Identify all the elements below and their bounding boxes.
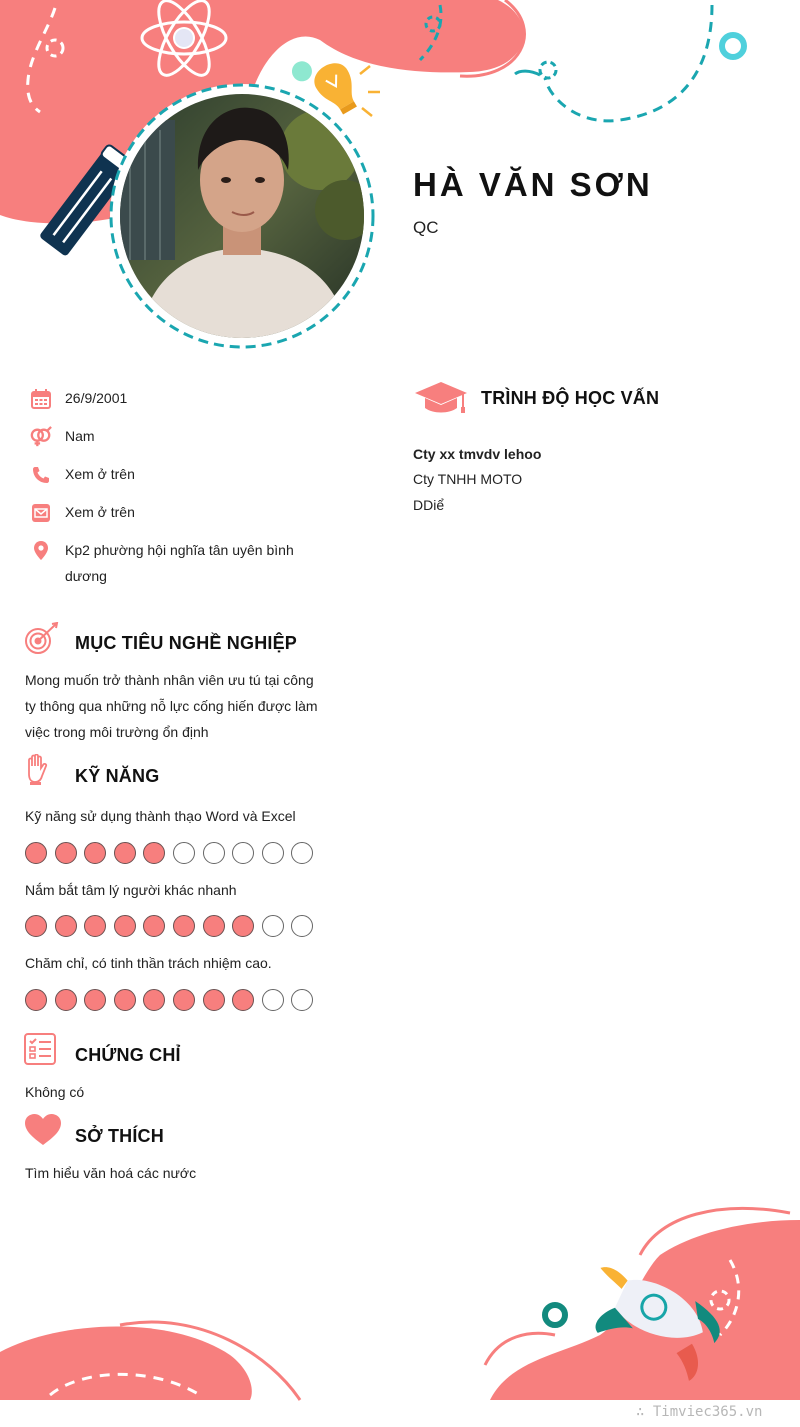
rating-dot-filled	[84, 915, 106, 937]
rating-dot-filled	[84, 842, 106, 864]
gender-value: Nam	[65, 428, 95, 444]
skill-name: Chăm chỉ, có tinh thần trách nhiệm cao.	[25, 955, 272, 971]
checklist-icon	[24, 1033, 56, 1065]
info-gender	[30, 426, 305, 449]
rating-dot-empty	[291, 989, 313, 1011]
rating-dot-filled	[143, 915, 165, 937]
rating-dot-empty	[232, 842, 254, 864]
rating-dot-filled	[143, 989, 165, 1011]
certificates-title: CHỨNG CHỈ	[75, 1045, 181, 1065]
rating-dot-filled	[232, 989, 254, 1011]
rating-dot-filled	[25, 915, 47, 937]
watermark: ∴ Timviec365.vn	[636, 1404, 763, 1420]
candidate-role: QC	[413, 218, 439, 237]
rating-dot-empty	[173, 842, 195, 864]
calendar-icon	[30, 388, 52, 410]
footer-decoration	[0, 1195, 800, 1427]
rating-dot-filled	[114, 842, 136, 864]
rating-dot-empty	[203, 842, 225, 864]
rating-dot-filled	[173, 989, 195, 1011]
address-value: Kp2 phường hội nghĩa tân uyên bình dương	[65, 542, 294, 584]
rating-dot-filled	[84, 989, 106, 1011]
graduation-cap-icon	[413, 380, 469, 414]
candidate-name: HÀ VĂN SƠN	[413, 166, 653, 203]
email-icon	[30, 502, 52, 524]
rating-dot-filled	[173, 915, 195, 937]
education-school: Cty xx tmvdv lehoo	[413, 446, 542, 462]
dob-value: 26/9/2001	[65, 390, 128, 406]
rating-dot-empty	[262, 915, 284, 937]
phone-icon	[30, 464, 52, 486]
hand-icon	[25, 754, 49, 786]
rating-dot-filled	[55, 842, 77, 864]
rating-dot-filled	[232, 915, 254, 937]
target-icon	[24, 622, 60, 656]
skill-rating	[25, 842, 313, 864]
skill-name: Kỹ năng sử dụng thành thạo Word và Excel	[25, 808, 296, 824]
location-icon	[30, 540, 52, 562]
rating-dot-filled	[25, 989, 47, 1011]
objective-title: MỤC TIÊU NGHỀ NGHIỆP	[75, 633, 298, 653]
education-title: TRÌNH ĐỘ HỌC VẤN	[481, 388, 660, 408]
objective-text: Mong muốn trở thành nhân viên ưu tú tại công ty thông qua những nỗ lực cống hiến được làm việc trong môi trường ổn định	[25, 672, 318, 740]
phone-value: Xem ở trên	[65, 466, 135, 482]
skill-rating	[25, 989, 313, 1011]
rating-dot-empty	[262, 842, 284, 864]
gender-icon	[30, 426, 52, 448]
rating-dot-empty	[262, 989, 284, 1011]
rating-dot-filled	[143, 842, 165, 864]
rating-dot-filled	[55, 915, 77, 937]
education-line-3: DDiể	[413, 497, 445, 513]
rating-dot-filled	[114, 915, 136, 937]
info-address	[30, 540, 305, 589]
rating-dot-filled	[55, 989, 77, 1011]
education-line-2: Cty TNHH MOTO	[413, 471, 523, 487]
rating-dot-empty	[291, 842, 313, 864]
info-dob	[30, 388, 305, 411]
info-email	[30, 502, 305, 525]
heart-icon	[25, 1114, 61, 1146]
certificates-text: Không có	[25, 1084, 85, 1100]
email-value: Xem ở trên	[65, 504, 135, 520]
hobbies-text: Tìm hiểu văn hoá các nước	[25, 1165, 197, 1181]
rating-dot-empty	[291, 915, 313, 937]
skill-name: Nắm bắt tâm lý người khác nhanh	[25, 882, 237, 898]
rating-dot-filled	[25, 842, 47, 864]
info-phone	[30, 464, 305, 487]
rating-dot-filled	[203, 989, 225, 1011]
header-decoration	[0, 0, 800, 360]
skill-rating	[25, 915, 313, 937]
skills-title: KỸ NĂNG	[75, 766, 160, 786]
rating-dot-filled	[114, 989, 136, 1011]
rating-dot-filled	[203, 915, 225, 937]
hobbies-title: SỞ THÍCH	[75, 1126, 164, 1146]
